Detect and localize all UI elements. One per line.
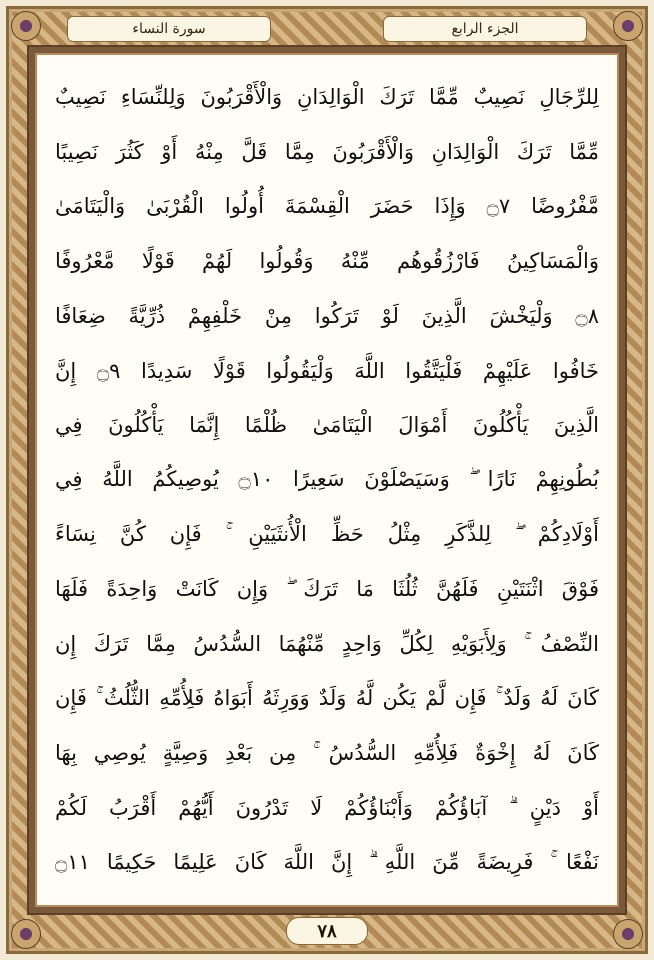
verse-line-text: فَوْقَ اثْنَتَيْنِ فَلَهُنَّ ثُلُثَا مَا تَرَكَ ۖ وَإِن كَانَتْ وَاحِدَةً فَلَهَا — [55, 576, 599, 601]
verse-line — [55, 458, 599, 502]
mushaf-frame — [6, 6, 648, 954]
text-page — [35, 53, 619, 907]
corner-ornament-icon — [613, 11, 643, 41]
verse-line-text: أَوْلَادِكُمْ ۖ لِلذَّكَرِ مِثْلُ حَظِّ الْأُنثَيَيْنِ ۚ فَإِن كُنَّ نِسَاءً — [55, 522, 599, 547]
verse-line-text: أَوْ دَيْنٍ ۗ آبَاؤُكُمْ وَأَبْنَاؤُكُمْ لَا تَدْرُونَ أَيُّهُمْ أَقْرَبُ لَكُمْ — [55, 795, 599, 820]
verse-line-text: خَافُوا عَلَيْهِمْ فَلْيَتَّقُوا اللَّهَ وَلْيَقُولُوا قَوْلًا سَدِيدًا ۝٩ إِنَّ — [55, 358, 599, 383]
verse-line-text: نَفْعًا ۚ فَرِيضَةً مِّنَ اللَّهِ ۗ إِنَّ اللَّهَ كَانَ عَلِيمًا حَكِيمًا ۝١١ — [55, 850, 599, 875]
verse-line — [55, 349, 599, 393]
verse-lines — [55, 75, 599, 885]
verse-line — [55, 731, 599, 775]
verse-line — [55, 677, 599, 721]
verse-line-text: بُطُونِهِمْ نَارًا ۖ وَسَيَصْلَوْنَ سَعِيرًا ۝١٠ يُوصِيكُمُ اللَّهُ فِي — [55, 467, 599, 492]
verse-line — [55, 130, 599, 174]
surah-name-box — [67, 16, 271, 42]
page-number-wrap — [9, 917, 645, 945]
verse-line — [55, 513, 599, 557]
verse-line-text: ۝٨ وَلْيَخْشَ الَّذِينَ لَوْ تَرَكُوا مِنْ خَلْفِهِمْ ذُرِّيَّةً ضِعَافًا — [55, 303, 599, 328]
verse-line-text: مَّفْرُوضًا ۝٧ وَإِذَا حَضَرَ الْقِسْمَةَ أُولُوا الْقُرْبَىٰ وَالْيَتَامَىٰ — [55, 194, 599, 219]
verse-line — [55, 239, 599, 283]
verse-line-text: الَّذِينَ يَأْكُلُونَ أَمْوَالَ الْيَتَامَىٰ ظُلْمًا إِنَّمَا يَأْكُلُونَ فِي — [55, 413, 599, 438]
verse-line — [55, 403, 599, 447]
juz-name: الجزء الرابع — [451, 21, 519, 37]
verse-line-text: كَانَ لَهُ إِخْوَةٌ فَلِأُمِّهِ السُّدُسُ ۚ مِن بَعْدِ وَصِيَّةٍ يُوصِي بِهَا — [55, 740, 599, 765]
verse-line-text: مِّمَّا تَرَكَ الْوَالِدَانِ وَالْأَقْرَبُونَ مِمَّا قَلَّ مِنْهُ أَوْ كَثُرَ نَصِيبًا — [55, 139, 599, 164]
page-header — [67, 15, 587, 43]
verse-line-text: وَالْمَسَاكِينُ فَارْزُقُوهُم مِّنْهُ وَقُولُوا لَهُمْ قَوْلًا مَّعْرُوفًا — [55, 249, 599, 274]
corner-ornament-icon — [11, 11, 41, 41]
verse-line-text: كَانَ لَهُ وَلَدٌ ۚ فَإِن لَّمْ يَكُن لَّهُ وَلَدٌ وَوَرِثَهُ أَبَوَاهُ فَلِأُمِّهِ الثُّلُثُ ۚ فَإِن — [55, 686, 599, 711]
verse-line-text: لِلرِّجَالِ نَصِيبٌ مِّمَّا تَرَكَ الْوَالِدَانِ وَالْأَقْرَبُونَ وَلِلنِّسَاءِ نَصِيبٌ — [55, 85, 599, 109]
page-number: ٧٨ — [286, 917, 368, 945]
verse-line — [55, 786, 599, 830]
verse-line — [55, 622, 599, 666]
verse-line — [55, 184, 599, 228]
juz-name-box — [383, 16, 587, 42]
surah-name: سورة النساء — [132, 21, 206, 37]
verse-line — [55, 294, 599, 338]
verse-line — [55, 75, 599, 119]
verse-line-text: النِّصْفُ ۚ وَلِأَبَوَيْهِ لِكُلِّ وَاحِدٍ مِّنْهُمَا السُّدُسُ مِمَّا تَرَكَ إِن — [55, 631, 599, 656]
verse-line — [55, 567, 599, 611]
verse-line — [55, 841, 599, 885]
